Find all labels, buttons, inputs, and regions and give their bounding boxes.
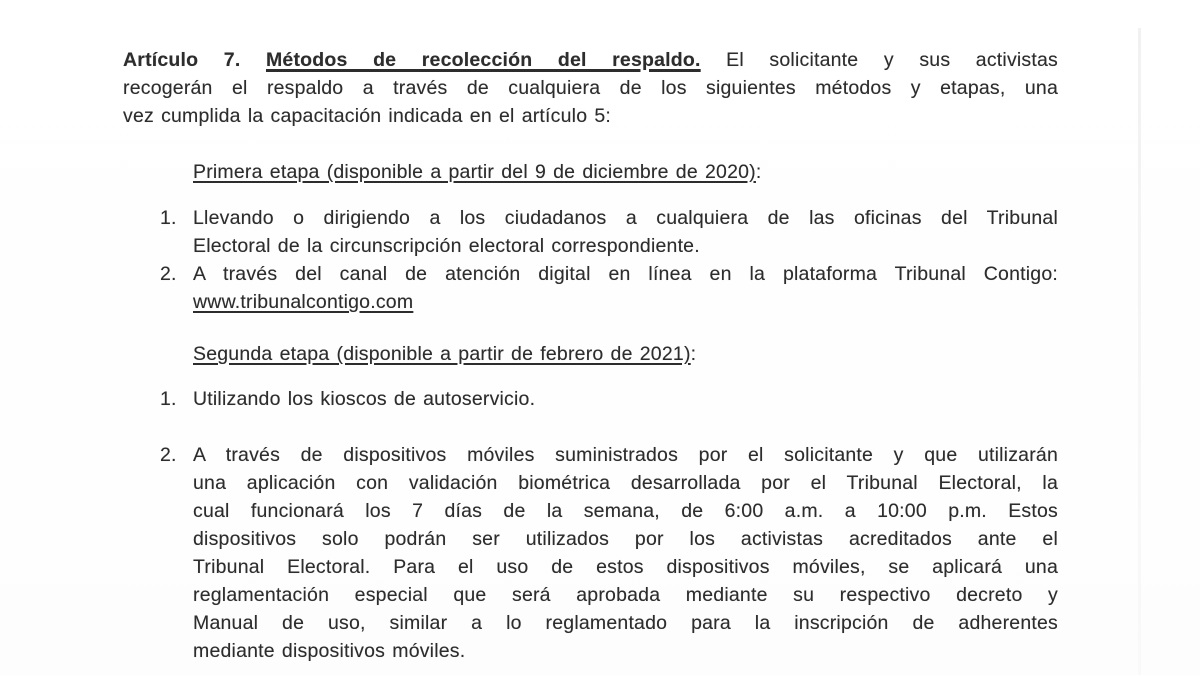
stage2-heading-text: Segunda etapa (disponible a partir de febrero de 2021) [193,343,691,365]
url-text: www.tribunalcontigo.com [193,291,414,313]
item-text-line: A través del canal de atención digital en línea en la plataforma Tribunal Contigo: [193,263,1058,285]
stage1-list [123,204,1058,316]
item-text-line: reglamentación especial que será aprobada mediante su respectivo decreto y [193,584,1058,606]
stage2-list [123,385,1058,665]
item-text-line: cual funcionará los 7 días de la semana, de 6:00 a.m. a 10:00 p.m. Estos [193,500,1058,522]
intro-line-1 [123,46,1058,74]
item-text-line: dispositivos solo podrán ser utilizados por los activistas acreditados ante el [193,528,1058,550]
stage1-heading-text: Primera etapa (disponible a partir del 9 de diciembre de 2020) [193,161,756,183]
item-number: 2. [160,263,177,285]
stage1-list-item-2 [123,260,1058,316]
item-number: 1. [160,388,177,410]
item-text-line: Llevando o dirigiendo a los ciudadanos a cualquiera de las oficinas del Tribunal [193,207,1058,229]
item-text-line: A través de dispositivos móviles suministrados por el solicitante y que utilizarán [193,444,1058,466]
stage2-heading [193,340,1058,368]
stage1-list-item-1 [123,204,1058,260]
article-number: Artículo 7. [123,49,241,71]
item-text-line: Manual de uso, similar a lo reglamentado para la inscripción de adherentes [193,612,1058,634]
item-text-line: Utilizando los kioscos de autoservicio. [193,388,536,410]
item-text-line: Tribunal Electoral. Para el uso de estos dispositivos móviles, se aplicará una [193,556,1058,578]
intro-text-rest: El solicitante y sus activistas [726,49,1058,71]
intro-line-2: recogerán el respaldo a través de cualquiera de los siguientes métodos y etapas, una [123,77,1058,99]
page-edge-shadow [1138,28,1141,675]
item-number: 2. [160,444,177,466]
stage1-heading [193,158,1058,186]
article-title: Métodos de recolección del respaldo. [265,49,701,71]
stage2-list-item-2 [123,441,1058,665]
item-text-line: una aplicación con validación biométrica desarrollada por el Tribunal Electoral, la [193,472,1058,494]
article-intro-paragraph [123,46,1058,130]
stage2-heading-colon: : [690,343,697,365]
intro-line-3: vez cumplida la capacitación indicada en el artículo 5: [123,105,612,127]
item-number: 1. [160,207,177,229]
article-7-section [123,46,1058,665]
stage1-heading-colon: : [755,161,762,183]
stage2-list-item-1 [123,385,1058,413]
item-text-line: Electoral de la circunscripción electoral correspondiente. [193,235,700,257]
item-text-line: mediante dispositivos móviles. [193,640,466,662]
